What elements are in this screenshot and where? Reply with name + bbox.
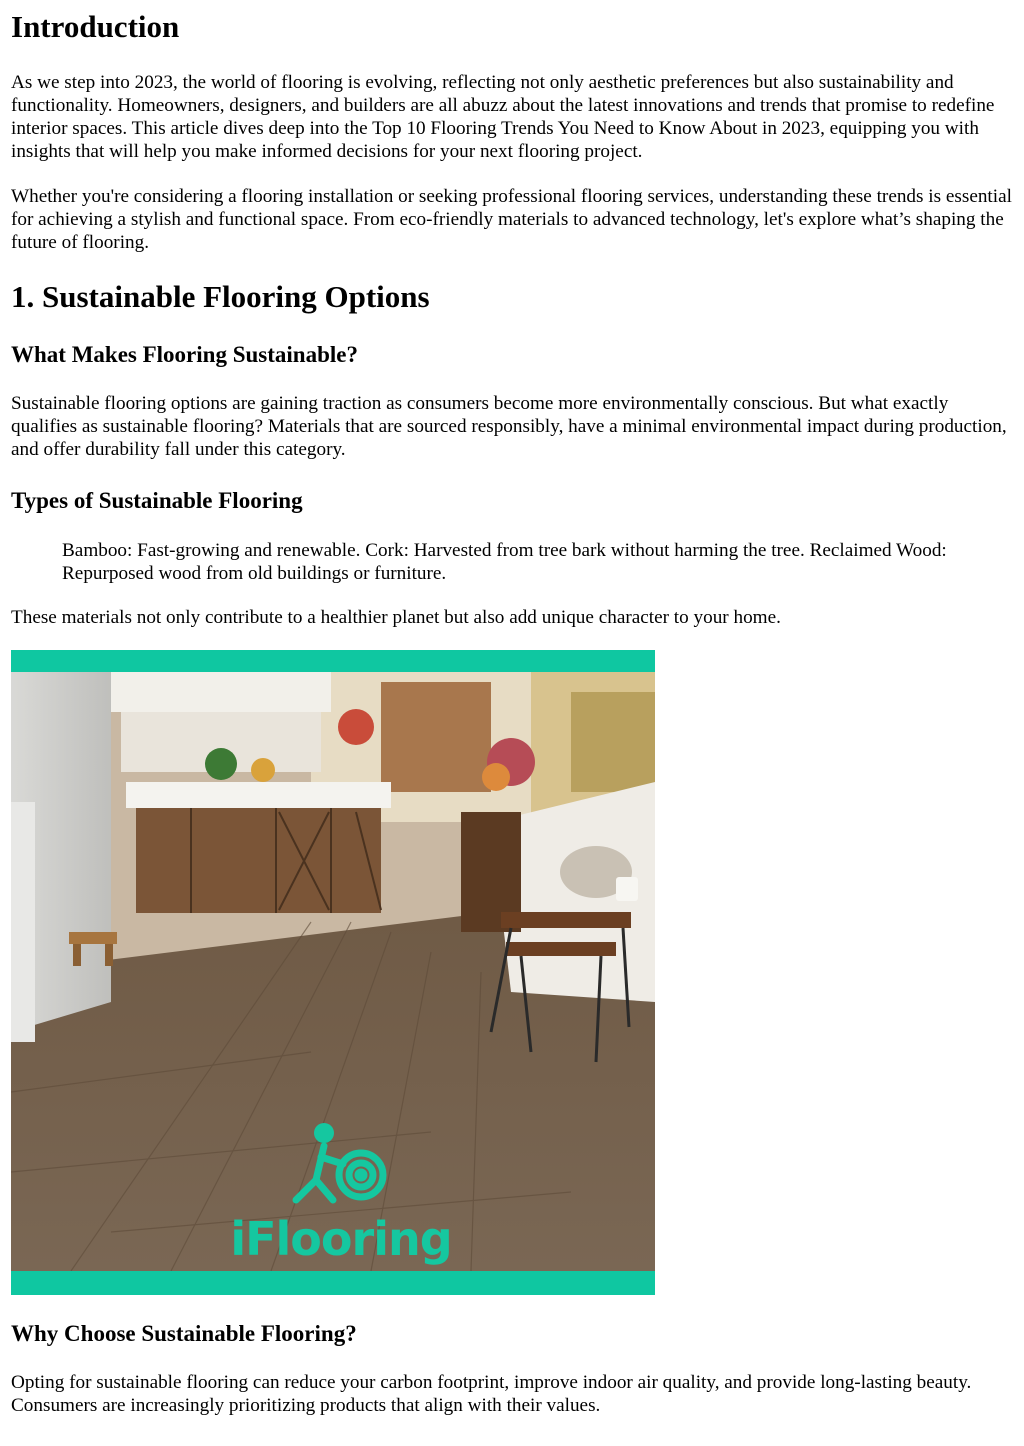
heading-types-sustainable: Types of Sustainable Flooring bbox=[11, 488, 303, 513]
what-makes-paragraph: Sustainable flooring options are gaining traction as consumers become more environmentally conscious. But what exactly qualifies as sustainable flooring? Materials that are sourced responsibly, have a minimal environmental impact during production, and offer durability fall under this category. bbox=[11, 393, 1007, 460]
heading-what-makes-sustainable: What Makes Flooring Sustainable? bbox=[11, 342, 358, 367]
iflooring-logo-text: iFlooring bbox=[230, 1212, 452, 1266]
why-choose-paragraph: Opting for sustainable flooring can reduce your carbon footprint, improve indoor air quality, and provide long-lasting beauty. Consumers are increasingly prioritizing products that align with their values. bbox=[11, 1372, 972, 1416]
room-scene-image bbox=[11, 672, 655, 1271]
types-list: Bamboo: Fast-growing and renewable. Cork: Harvested from tree bark without harming the tree. Reclaimed Wood: Repurposed wood from old buildings or furniture. bbox=[62, 540, 947, 584]
heading-introduction: Introduction bbox=[11, 9, 180, 44]
flooring-photo bbox=[11, 650, 655, 1295]
heading-sustainable-flooring: 1. Sustainable Flooring Options bbox=[11, 279, 430, 314]
types-after-paragraph: These materials not only contribute to a healthier planet but also add unique character to your home. bbox=[11, 607, 781, 628]
intro-paragraph-2: Whether you're considering a flooring installation or seeking professional flooring services, understanding these trends is essential for achieving a stylish and functional space. From eco-friendly materials to advanced technology, let's explore what’s shaping the future of flooring. bbox=[11, 186, 1012, 253]
intro-paragraph-1: As we step into 2023, the world of flooring is evolving, reflecting not only aesthetic preferences but also sustainability and functionality. Homeowners, designers, and builders are all abuzz about the latest innovations and trends that promise to redefine interior spaces. This article dives deep into the Top 10 Flooring Trends You Need to Know About in 2023, equipping you with insights that will help you make informed decisions for your next flooring project. bbox=[11, 72, 995, 162]
heading-why-choose: Why Choose Sustainable Flooring? bbox=[11, 1321, 357, 1346]
